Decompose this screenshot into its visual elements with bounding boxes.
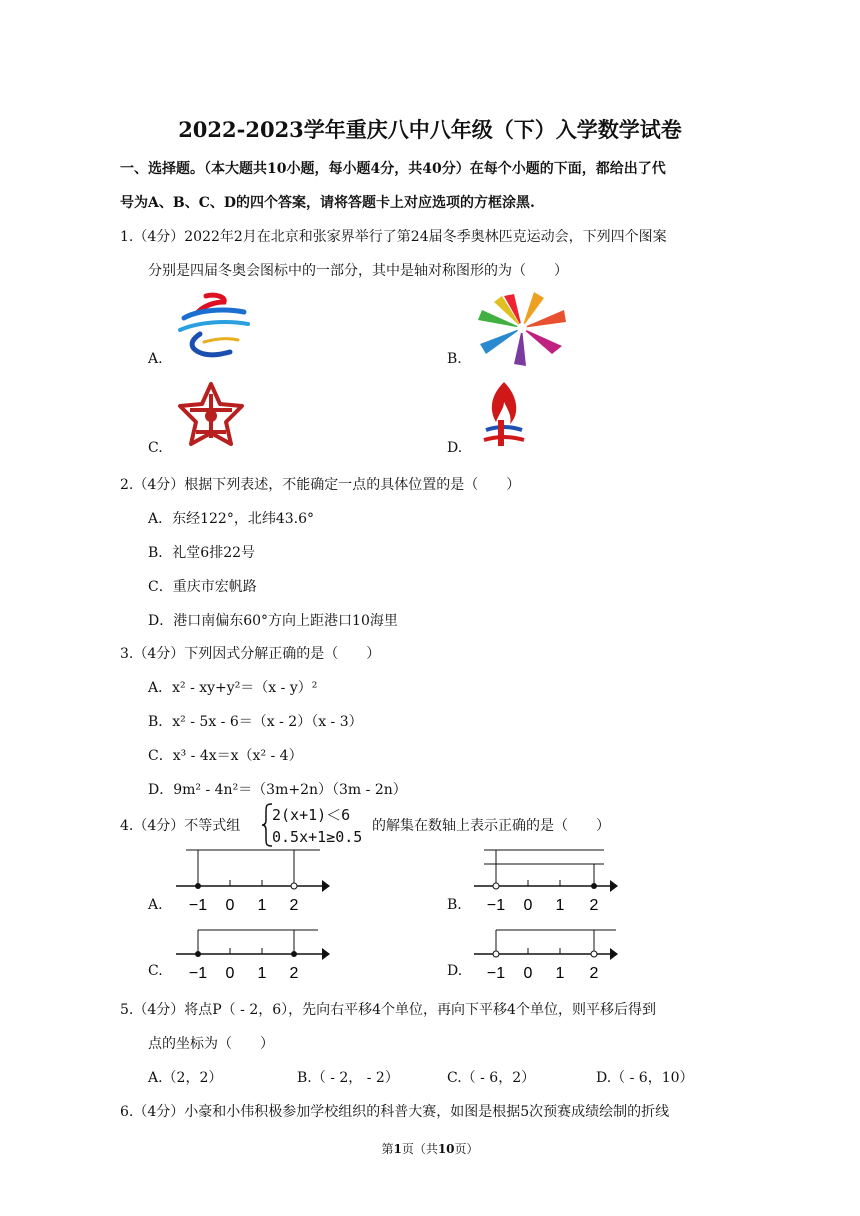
q2-option-d: D．港口南偏东60°方向上距港口10海里 [148,613,398,629]
page-footer: 第1页（共10页） [381,1142,479,1156]
q4-label-a: A. [148,897,163,913]
tick-label: 0 [523,965,533,982]
tick-label: 2 [589,965,599,982]
q3-option-b: B．x² - 5x - 6＝（x - 2）（x - 3） [148,714,363,730]
tick-label: 1 [555,965,565,982]
beijing-emblem-image [174,290,254,365]
number-line-a [172,842,332,920]
colorful-petals-emblem-image [474,288,570,368]
q6-line1: 6.（4分）小豪和小伟积极参加学校组织的科普大赛，如图是根据5次预赛成绩绘制的折线 [120,1104,670,1120]
tick-label: −1 [188,965,208,982]
q1-label-d: D. [447,440,463,456]
torch-emblem-image [474,378,530,454]
tick-label: 0 [225,897,235,914]
q3-stem: 3.（4分）下列因式分解正确的是（ ） [120,646,381,662]
number-line-b [470,842,630,920]
q5-option-b: B.（ - 2， - 2） [297,1070,399,1086]
q5-option-c: C.（ - 6，2） [447,1070,536,1086]
q2-option-c: C．重庆市宏帆路 [148,579,257,595]
q5-line1: 5.（4分）将点P（ - 2，6），先向右平移4个单位，再向下平移4个单位，则平移后得到 [120,1002,656,1018]
snowflake-emblem-image [174,380,248,452]
q5-option-a: A.（2，2） [148,1070,223,1086]
system-line-2: 0.5x+1≥0.5 [272,828,363,846]
tick-label: 2 [589,897,599,914]
q4-label-d: D. [447,963,463,979]
number-line-c [172,914,332,988]
page-number: 1 [393,1142,402,1156]
q3-option-a: A．x² - xy+y²＝（x - y）² [148,680,318,696]
tick-label: 2 [289,965,299,982]
q5-option-d: D.（ - 6，10） [596,1070,694,1086]
page-total: 10 [437,1142,455,1156]
q4-label-b: B. [447,897,462,913]
q4-stem-prefix: 4.（4分）不等式组 [120,818,241,834]
tick-label: −1 [188,897,208,914]
tick-label: 0 [225,965,235,982]
q1-label-c: C. [148,440,163,456]
tick-label: 1 [555,897,565,914]
page-title: 2022-2023学年重庆八中八年级（下）入学数学试卷 [178,117,682,142]
tick-label: −1 [486,897,506,914]
section-heading-line2: 号为A、B、C、D的四个答案，请将答题卡上对应选项的方框涂黑. [120,195,535,211]
tick-label: 1 [257,965,267,982]
q1-label-b: B. [447,351,462,367]
system-line-1: 2(x+1)＜6 [272,806,351,824]
q4-stem-suffix: 的解集在数轴上表示正确的是（ ） [372,818,610,834]
q1-line1: 1.（4分）2022年2月在北京和张家界举行了第24届冬季奥林匹克运动会，下列四个图案 [120,229,667,245]
q2-stem: 2.（4分）根据下列表述，不能确定一点的具体位置的是（ ） [120,477,521,493]
number-line-d [470,914,630,988]
tick-label: 0 [523,897,533,914]
q5-line2: 点的坐标为（ ） [148,1036,274,1052]
tick-label: 1 [257,897,267,914]
tick-label: 2 [289,897,299,914]
q1-line2: 分别是四届冬奥会图标中的一部分，其中是轴对称图形的为（ ） [148,263,568,279]
q3-option-d: D．9m² - 4n²＝（3m+2n）（3m - 2n） [148,782,407,798]
q4-label-c: C. [148,963,163,979]
q3-option-c: C．x³ - 4x＝x（x² - 4） [148,748,303,764]
tick-label: −1 [486,965,506,982]
q1-label-a: A. [148,351,163,367]
section-heading-line1: 一、选择题。（本大题共10小题，每小题4分，共40分）在每个小题的下面，都给出了代 [120,161,666,177]
q2-option-a: A．东经122°，北纬43.6° [148,511,315,527]
q2-option-b: B．礼堂6排22号 [148,545,256,561]
